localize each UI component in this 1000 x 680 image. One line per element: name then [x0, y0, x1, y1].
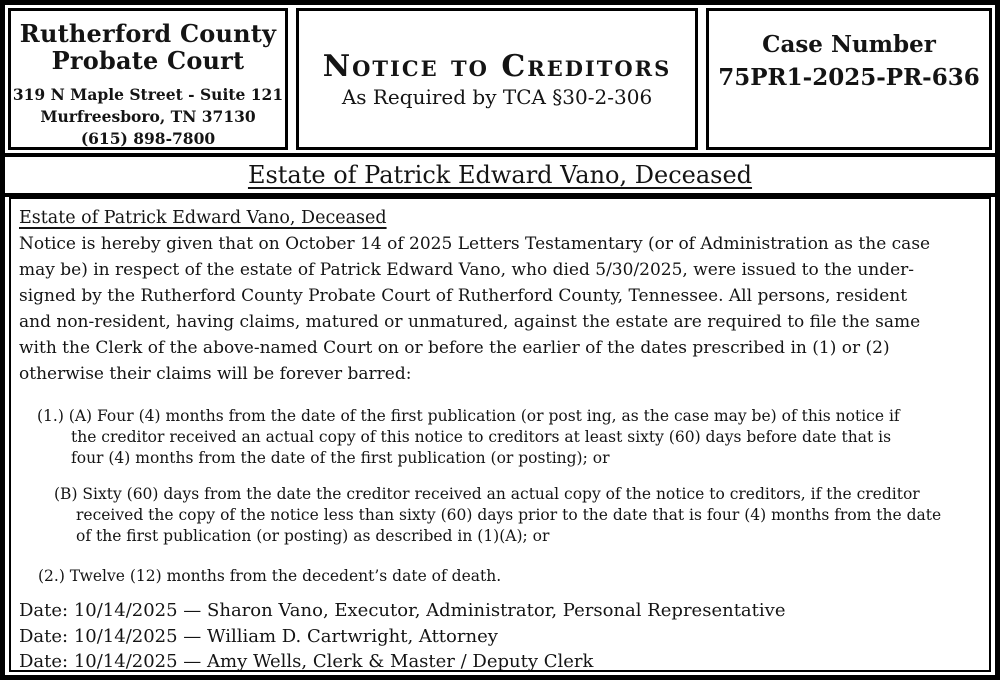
list-item-1b-line: received the copy of the notice less than sixty (60) days prior to the date that is four (4) months from the date	[76, 506, 942, 524]
court-name	[11, 20, 285, 74]
court-phone: (615) 898-7800	[80, 129, 216, 148]
case-number-label: Case Number	[762, 31, 936, 58]
signature-dates	[19, 598, 979, 672]
court-address-city: Murfreesboro, TN 37130	[40, 107, 256, 126]
estate-heading-text: Estate of Patrick Edward Vano, Deceased	[19, 208, 387, 228]
paragraph-line: Notice is hereby given that on October 14 of 2025 Letters Testamentary (or of Administration as the case	[19, 234, 931, 254]
document-title: Notice to Creditors	[322, 48, 672, 84]
paragraph-line: may be) in respect of the estate of Patrick Edward Vano, who died 5/30/2025, were issued to the under-	[19, 260, 915, 280]
court-name-line2: Probate Court	[51, 46, 245, 75]
list-item-1b-line: of the first publication (or posting) as described in (1)(A); or	[76, 527, 550, 545]
list-item-1a-line: the creditor received an actual copy of this notice to creditors at least sixty (60) days before date that is	[71, 428, 892, 446]
court-address	[11, 84, 285, 150]
list-item-1b	[19, 484, 979, 547]
paragraph-line: and non-resident, having claims, matured or unmatured, against the estate are required to file the same	[19, 312, 921, 332]
list-item-1a-line: four (4) months from the date of the first publication (or posting); or	[71, 449, 610, 467]
list-item-2: (2.) Twelve (12) months from the decedent’s date of death.	[38, 567, 502, 585]
estate-banner-text: Estate of Patrick Edward Vano, Deceased	[247, 161, 753, 189]
header-row	[5, 5, 995, 153]
paragraph-line: with the Clerk of the above-named Court on or before the earlier of the dates prescribed in (1) or (2)	[19, 338, 890, 358]
date-line-executor: Date: 10/14/2025 — Sharon Vano, Executor, Administrator, Personal Representative	[19, 600, 786, 621]
court-name-line1: Rutherford County	[19, 19, 277, 48]
court-info-box	[8, 8, 288, 150]
notice-title-box	[296, 8, 698, 150]
paragraph-line: otherwise their claims will be forever barred:	[19, 364, 412, 384]
estate-banner	[5, 153, 995, 197]
date-line-clerk: Date: 10/14/2025 — Amy Wells, Clerk & Master / Deputy Clerk	[19, 651, 594, 672]
case-number-box	[706, 8, 992, 150]
case-number-value: 75PR1-2025-PR-636	[718, 64, 980, 91]
list-item-1a	[19, 406, 979, 469]
estate-heading	[19, 205, 979, 231]
notice-paragraph	[19, 231, 979, 387]
court-address-street: 319 N Maple Street - Suite 121	[12, 85, 284, 104]
document-subtitle: As Required by TCA §30-2-306	[341, 84, 653, 109]
date-line-attorney: Date: 10/14/2025 — William D. Cartwright, Attorney	[19, 625, 498, 647]
paragraph-line: signed by the Rutherford County Probate Court of Rutherford County, Tennessee. All persons, resident	[19, 286, 908, 306]
notice-body	[9, 197, 991, 672]
list-item-1b-line: (B) Sixty (60) days from the date the creditor received an actual copy of the notice to creditors, if the creditor	[54, 485, 920, 503]
list-item-1a-line: (1.) (A) Four (4) months from the date of the first publication (or post ing, as the case may be) of this notice if	[37, 407, 900, 425]
